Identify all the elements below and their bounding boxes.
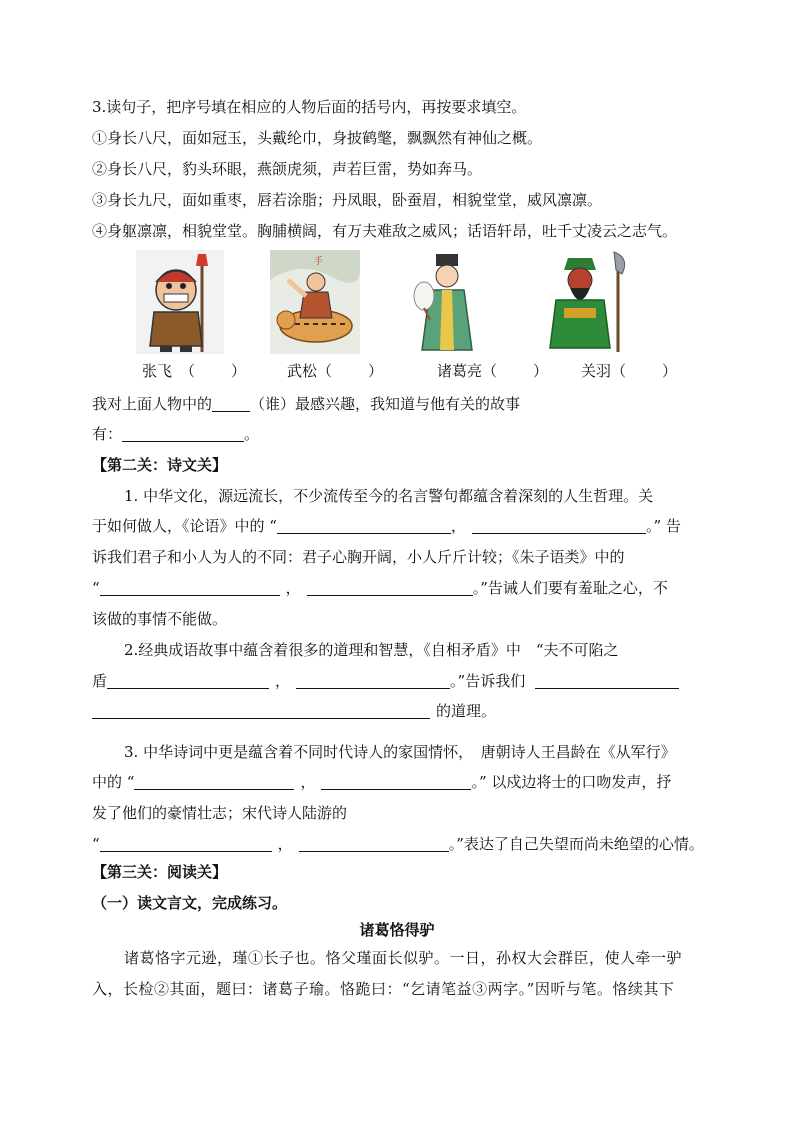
s2-p2-line3: 的道理。 — [92, 701, 496, 721]
luyou-blank-1[interactable] — [100, 835, 272, 852]
who-blank[interactable] — [212, 395, 250, 412]
sentence-4: ④身躯凛凛，相貌堂堂。胸脯横阔，有万夫难敌之威风；话语轩昂，吐千丈凌云之志气。 — [92, 222, 678, 240]
section2-heading: 【第二关：诗文关】 — [92, 456, 228, 474]
wusong-image — [270, 250, 360, 354]
lesson-blank-2[interactable] — [92, 702, 430, 719]
story-line: 有： 。 — [92, 425, 260, 443]
passage-title: 诸葛恪得驴 — [359, 921, 435, 939]
congjun-blank-2[interactable] — [321, 773, 471, 790]
caption-zhugeliang: 诸葛亮（ ） — [437, 362, 549, 380]
zhugeliang-image — [408, 250, 482, 354]
s2-p3-line1: 3. 中华诗词中更是蕴含着不同时代诗人的家国情怀， 唐朝诗人王昌龄在《从军行》 — [124, 743, 676, 761]
s2-p2-line1: 2.经典成语故事中蕴含着很多的道理和智慧，《自相矛盾》中 “夫不可陷之 — [124, 641, 619, 659]
sentence-3: ③身长九尺，面如重枣，唇若涂脂；丹凤眼，卧蚕眉，相貌堂堂，威风凛凛。 — [92, 191, 603, 209]
congjun-blank-1[interactable] — [134, 773, 294, 790]
sentence-1: ①身长八尺，面如冠玉，头戴纶巾，身披鹤氅，飘飘然有神仙之概。 — [92, 129, 543, 147]
q3-prompt: 3.读句子，把序号填在相应的人物后面的括号内，再按要求填空。 — [92, 98, 527, 116]
s2-p1-line1: 1. 中华文化，源远流长，不少流传至今的名言警句都蕴含着深刻的人生哲理。关 — [124, 487, 654, 505]
s2-p1-line3: 诉我们君子和小人为人的不同：君子心胸开阔，小人斤斤计较；《朱子语类》中的 — [92, 548, 625, 566]
passage-line2: 入，长检②其面，题曰：诸葛子瑜。恪跪曰：“乞请笔益③两字。”因听与笔。恪续其下 — [92, 980, 675, 998]
s2-p3-line3: 发了他们的豪情壮志；宋代诗人陆游的 — [92, 804, 348, 822]
section3-sub: （一）读文言文，完成练习。 — [92, 894, 288, 912]
zhuzi-blank-1[interactable] — [100, 579, 280, 596]
interest-line: 我对上面人物中的 （谁）最感兴趣，我知道与他有关的故事 — [92, 395, 521, 413]
sentence-2: ②身长八尺，豹头环眼，燕颌虎须，声若巨雷，势如奔马。 — [92, 160, 483, 178]
maodun-blank-2[interactable] — [296, 672, 450, 689]
s2-p1-line4: “ ， 。”告诫人们要有羞耻之心，不 — [92, 579, 668, 597]
s2-p3-line2: 中的 “ ， 。” 以戍边将士的口吻发声，抒 — [92, 773, 672, 791]
caption-zhangfei: 张飞 （ ） — [142, 362, 247, 380]
lunyu-blank-1[interactable] — [277, 517, 451, 534]
s2-p1-line2: 于如何做人，《论语》中的 “ ， 。” 告 — [92, 517, 681, 535]
caption-wusong: 武松（ ） — [287, 362, 384, 380]
luyou-blank-2[interactable] — [299, 835, 449, 852]
s2-p2-line2: 盾 ， 。”告诉我们 — [92, 671, 679, 691]
story-blank[interactable] — [122, 425, 244, 442]
zhangfei-image — [136, 250, 224, 354]
section3-heading: 【第三关：阅读关】 — [92, 863, 228, 881]
lunyu-blank-2[interactable] — [472, 517, 646, 534]
passage-line1: 诸葛恪字元逊，瑾①长子也。恪父瑾面长似驴。一日，孙权大会群臣，使人牵一驴 — [124, 949, 683, 967]
caption-guanyu: 关羽（ ） — [581, 362, 678, 380]
guanyu-image — [540, 250, 634, 354]
maodun-blank-1[interactable] — [107, 672, 269, 689]
wusong-image-label: 手 — [314, 257, 324, 267]
s2-p1-line5: 该做的事情不能做。 — [92, 610, 228, 628]
s2-p3-line4: “ ， 。”表达了自己失望而尚未绝望的心情。 — [92, 835, 704, 853]
lesson-blank-1[interactable] — [535, 672, 679, 689]
zhuzi-blank-2[interactable] — [307, 579, 473, 596]
